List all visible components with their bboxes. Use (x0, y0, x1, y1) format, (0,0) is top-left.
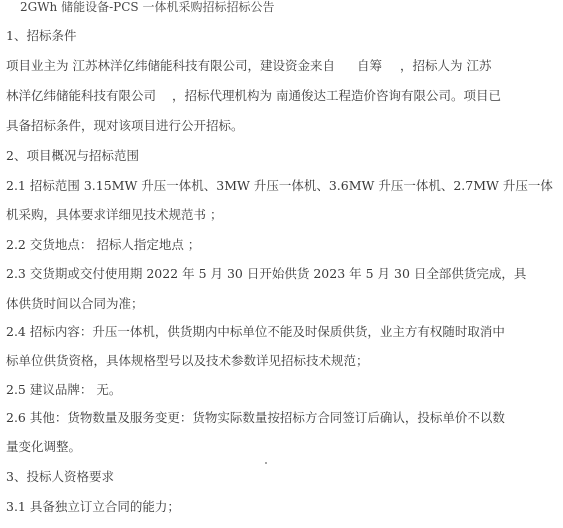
section-1-line-2-b: ，招标代理机构为 南通俊达工程造价咨询有限公司。项目已 (172, 88, 501, 103)
item-3-1: 3.1 具备独立订立合同的能力； (6, 499, 180, 514)
item-2-6-line-2: 量变化调整。 (6, 439, 82, 454)
item-2-4-line-1: 2.4 招标内容：升压一体机，供货期内中标单位不能及时保质供货，业主方有权随时取消中 (6, 324, 505, 339)
section-1-line-1-c: ，招标人为 江苏 (400, 58, 492, 73)
section-3-heading: 3、投标人资格要求 (6, 469, 114, 484)
item-2-5: 2.5 建议品牌： 无。 (6, 382, 122, 397)
item-2-6-line-1: 2.6 其他：货物数量及服务变更：货物实际数量按招标方合同签订后确认，投标单价不以数 (6, 410, 505, 425)
section-1-line-1-a: 项目业主为 江苏林洋亿纬储能科技有限公司，建设资金来自 (6, 58, 335, 73)
section-1-line-3: 具备招标条件，现对该项目进行公开招标。 (6, 118, 244, 133)
section-1-heading: 1、招标条件 (6, 28, 77, 43)
item-2-2: 2.2 交货地点： 招标人指定地点 ； (6, 237, 201, 252)
section-1-line-2 (6, 88, 501, 104)
item-2-1-line-1: 2.1 招标范围 3.15MW 升压一体机、3MW 升压一体机、3.6MW 升压一体机、2.7MW 升压一体 (6, 178, 553, 193)
section-2-heading: 2、项目概况与招标范围 (6, 148, 139, 163)
section-1-funding-source: 自筹 (356, 58, 382, 73)
section-1-line-2-a: 林洋亿纬储能科技有限公司 (6, 88, 157, 103)
scan-speck (265, 462, 267, 464)
item-2-3-line-2: 体供货时间以合同为准； (6, 296, 144, 311)
item-2-1-line-2: 机采购，具体要求详细见技术规范书 ； (6, 207, 223, 222)
item-2-4-line-2: 标单位供货资格，具体规格型号以及技术参数详见招标技术规范； (6, 353, 369, 368)
document-title: 2GWh 储能设备-PCS 一体机采购招标招标公告 (20, 0, 275, 14)
item-2-3-line-1: 2.3 交货期或交付使用期 2022 年 5 月 30 日开始供货 2023 年 5 月 30 日全部供货完成，具 (6, 266, 527, 281)
section-1-line-1 (6, 58, 491, 74)
